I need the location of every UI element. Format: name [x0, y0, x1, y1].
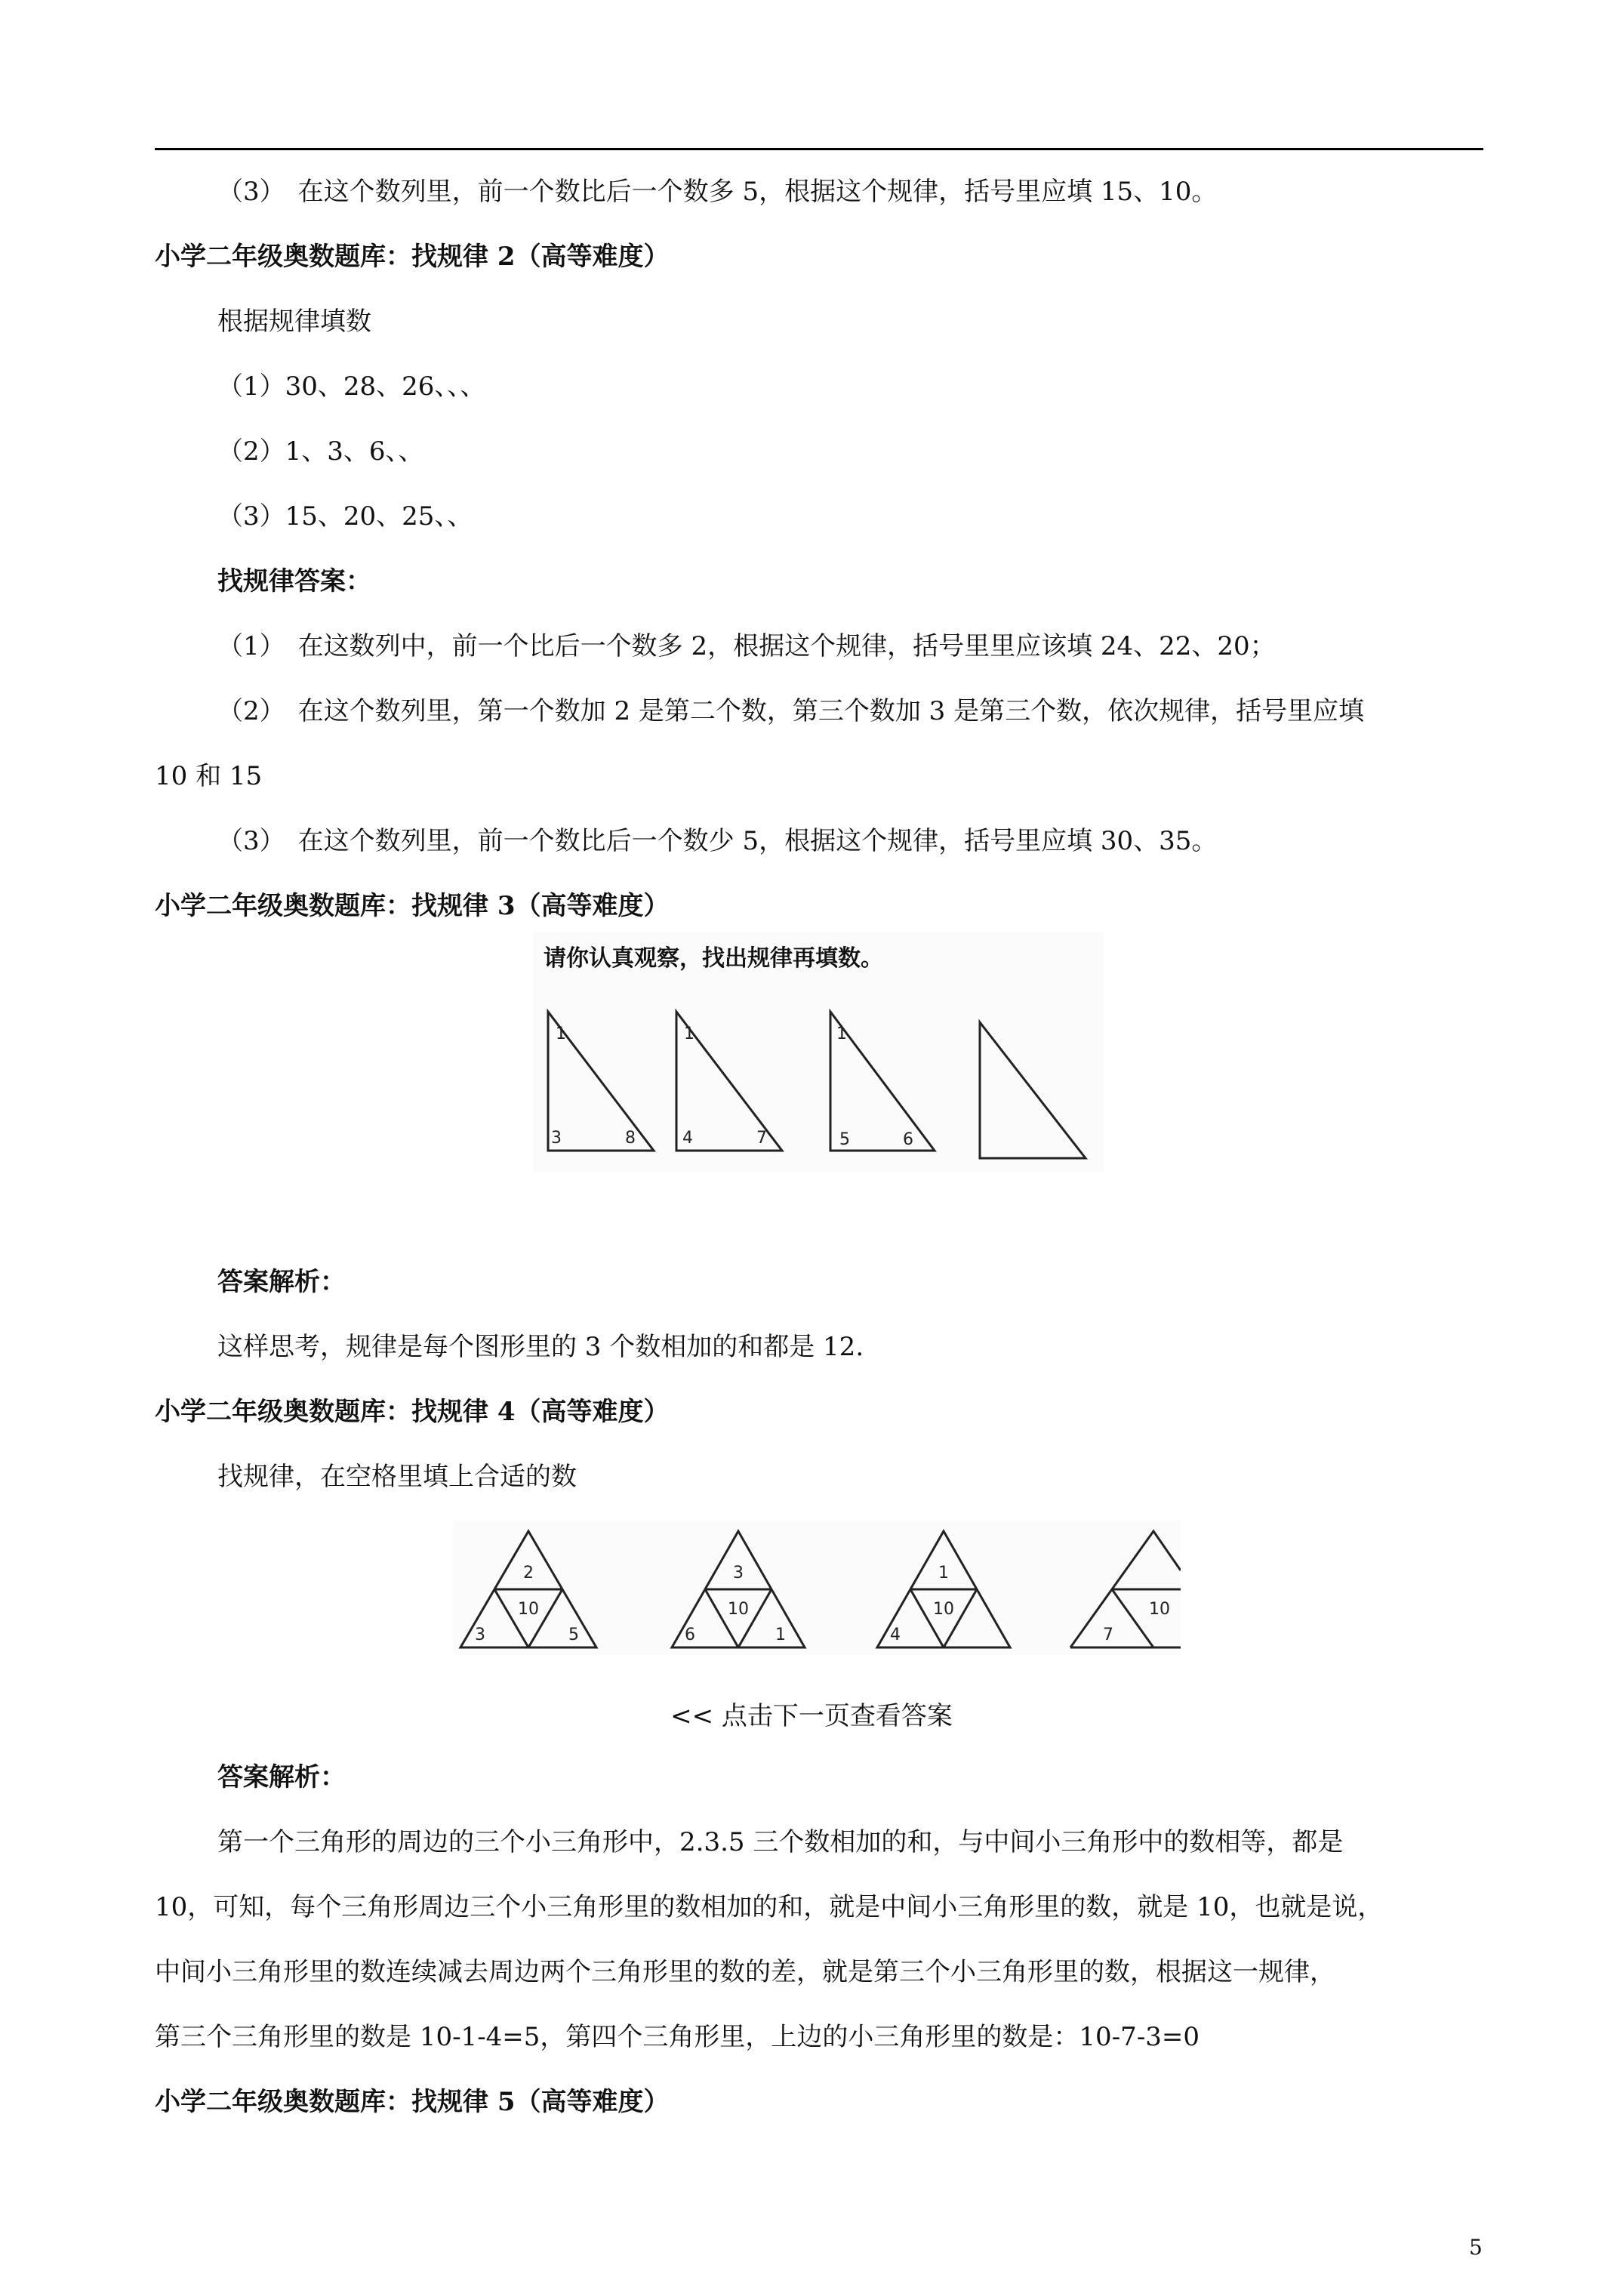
next-page-link[interactable]: << 点击下一页查看答案 [670, 1701, 953, 1731]
instruction-text-2: 找规律，在空格里填上合适的数 [217, 1462, 577, 1492]
analysis-heading-1: 答案解析： [217, 1267, 346, 1297]
figure-title: 请你认真观察，找出规律再填数。 [544, 945, 883, 972]
section-heading-5: 小学二年级奥数题库：找规律 5（高等难度） [155, 2087, 670, 2117]
sequence-2: （2）1、3、6、、 [217, 436, 424, 467]
triangle-2-right: 7 [756, 1129, 767, 1148]
analysis-text-1: 这样思考，规律是每个图形里的 3 个数相加的和都是 12. [217, 1332, 864, 1362]
answer-3-line: （3） 在这个数列里，前一个数比后一个数多 5，根据这个规律，括号里应填 15、10。 [217, 177, 1218, 207]
t3-top: 1 [938, 1564, 949, 1583]
section-heading-2: 小学二年级奥数题库：找规律 2（高等难度） [155, 242, 670, 272]
sequence-1: （1）30、28、26、、、 [217, 371, 486, 402]
t2-center: 10 [728, 1600, 749, 1619]
t3-left: 4 [890, 1626, 901, 1644]
t3-center: 10 [933, 1600, 954, 1619]
section-heading-4: 小学二年级奥数题库：找规律 4（高等难度） [155, 1397, 670, 1427]
triangle-3-right: 6 [903, 1130, 913, 1149]
instruction-text: 根据规律填数 [217, 307, 371, 337]
section-heading-3: 小学二年级奥数题库：找规律 3（高等难度） [155, 891, 670, 921]
answer-heading: 找规律答案： [217, 566, 371, 596]
answer-1: （1） 在这数列中，前一个比后一个数多 2，根据这个规律，括号里里应该填 24、22、20； [217, 631, 1276, 661]
t1-right: 5 [568, 1626, 579, 1644]
triangle-3-left: 5 [839, 1130, 850, 1149]
analysis-heading-2: 答案解析： [217, 1762, 346, 1792]
triangle-4-outline [980, 1022, 1086, 1158]
analysis-text-2c: 中间小三角形里的数连续减去周边两个三角形里的数的差，就是第三个小三角形里的数，根据这一规律， [155, 1957, 1335, 1987]
t1-top: 2 [523, 1564, 534, 1583]
sequence-3: （3）15、20、25、、 [217, 501, 473, 532]
t2-left: 6 [685, 1626, 695, 1644]
answer-3: （3） 在这个数列里，前一个数比后一个数少 5，根据这个规律，括号里应填 30、35。 [217, 826, 1218, 856]
triangle-3-top: 1 [836, 1025, 847, 1043]
t1-left: 3 [475, 1626, 485, 1644]
page-number: 5 [1469, 2235, 1483, 2260]
t1-center: 10 [518, 1600, 539, 1619]
triangle-1-top: 1 [556, 1025, 566, 1043]
t4-center: 10 [1149, 1600, 1170, 1619]
triangle-1-right: 8 [625, 1129, 636, 1148]
analysis-text-2d: 第三个三角形里的数是 10-1-4=5，第四个三角形里，上边的小三角形里的数是：10-7-3=0 [155, 2022, 1200, 2052]
subdivided-triangle-figure [453, 1521, 1181, 1655]
t4-left: 7 [1103, 1626, 1113, 1644]
triangle-1-left: 3 [551, 1129, 562, 1148]
answer-2: （2） 在这个数列里，第一个数加 2 是第二个数，第三个数加 3 是第三个数，依次规律，括号里应填 [217, 696, 1365, 726]
analysis-text-2a: 第一个三角形的周边的三个小三角形中，2.3.5 三个数相加的和，与中间小三角形中的数相等，都是 [217, 1827, 1344, 1857]
t2-right: 1 [775, 1626, 786, 1644]
analysis-text-2b: 10，可知，每个三角形周边三个小三角形里的数相加的和，就是中间小三角形里的数，就是 10，也就是说， [155, 1892, 1384, 1922]
header-rule [155, 148, 1483, 150]
answer-2-continued: 10 和 15 [155, 761, 263, 791]
t2-top: 3 [733, 1564, 744, 1583]
triangle-puzzle-figure [533, 932, 1104, 1172]
subdivided-triangles-drawing [453, 1521, 1181, 1655]
triangle-2-top: 1 [684, 1025, 694, 1043]
triangle-2-left: 4 [682, 1129, 693, 1148]
